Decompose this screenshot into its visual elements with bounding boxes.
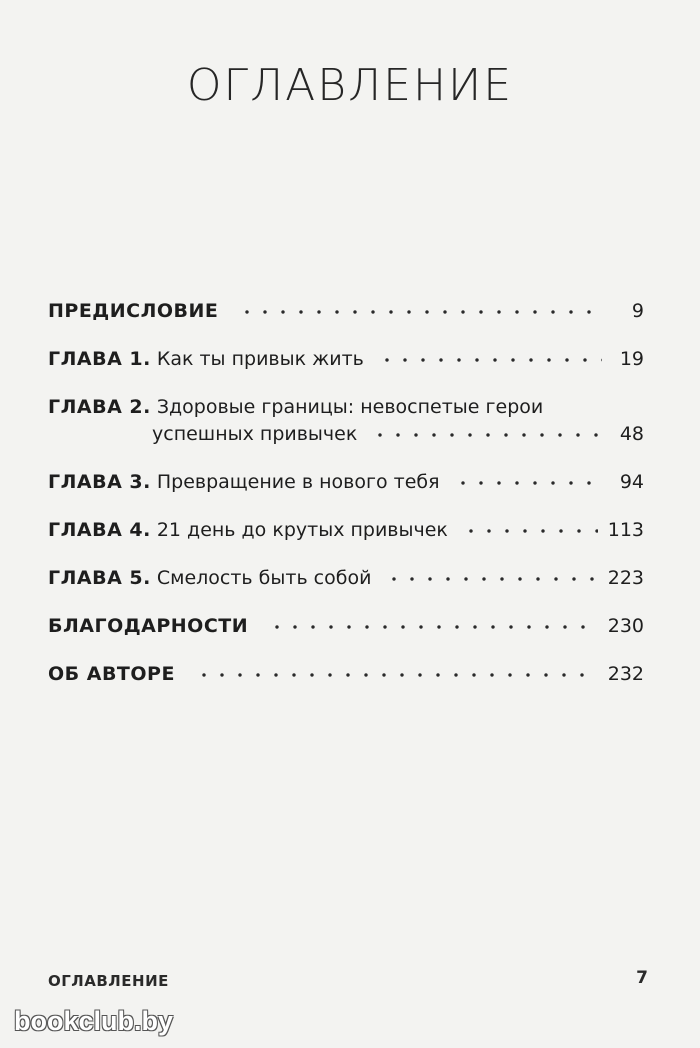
dot-leader	[238, 309, 602, 315]
toc-title: Здоровые границы: невоспетые герои	[156, 396, 544, 418]
page-title: ОГЛАВЛЕНИЕ	[186, 60, 514, 111]
toc-entry-preface	[48, 298, 644, 325]
toc-page-number: 223	[607, 567, 644, 589]
toc-label: ПРЕДИСЛОВИЕ	[48, 300, 219, 322]
toc-label: ОБ АВТОРЕ	[48, 663, 175, 685]
dot-leader	[371, 432, 602, 438]
toc-entry-chapter-3	[48, 469, 644, 496]
toc-title: 21 день до крутых привычек	[156, 519, 448, 541]
toc-page-number: 48	[619, 423, 644, 445]
dot-leader	[462, 528, 598, 534]
toc-title-continued: успешных привычек	[152, 423, 358, 445]
dot-leader	[454, 480, 602, 486]
toc-entry-about-author	[48, 661, 644, 688]
toc-page-number: 232	[607, 663, 644, 685]
toc-page-number: 94	[619, 471, 644, 493]
toc-title: Превращение в нового тебя	[156, 471, 440, 493]
running-footer-section: ОГЛАВЛЕНИЕ	[48, 972, 169, 990]
watermark-logo: bookclub.by	[14, 1006, 174, 1036]
toc-label: ГЛАВА 5.	[48, 567, 151, 589]
toc-label: ГЛАВА 2.	[48, 396, 151, 418]
toc-page-number: 9	[631, 300, 644, 322]
toc-page-number: 230	[607, 615, 644, 637]
dot-leader	[195, 672, 598, 678]
toc-entry-chapter-2	[48, 394, 644, 448]
dot-leader	[378, 357, 602, 363]
toc-label: ГЛАВА 4.	[48, 519, 151, 541]
running-footer-page-number: 7	[636, 968, 648, 988]
toc-page-number: 113	[607, 519, 644, 541]
table-of-contents	[48, 298, 644, 709]
dot-leader	[385, 576, 597, 582]
toc-entry-acknowledgements	[48, 613, 644, 640]
toc-title: Смелость быть собой	[156, 567, 372, 589]
toc-entry-chapter-5	[48, 565, 644, 592]
toc-title: Как ты привык жить	[156, 348, 364, 370]
dot-leader	[268, 624, 598, 630]
toc-label: БЛАГОДАРНОСТИ	[48, 615, 249, 637]
toc-page-number: 19	[619, 348, 644, 370]
toc-entry-chapter-4	[48, 517, 644, 544]
toc-entry-chapter-1	[48, 346, 644, 373]
toc-label: ГЛАВА 1.	[48, 348, 151, 370]
toc-label: ГЛАВА 3.	[48, 471, 151, 493]
